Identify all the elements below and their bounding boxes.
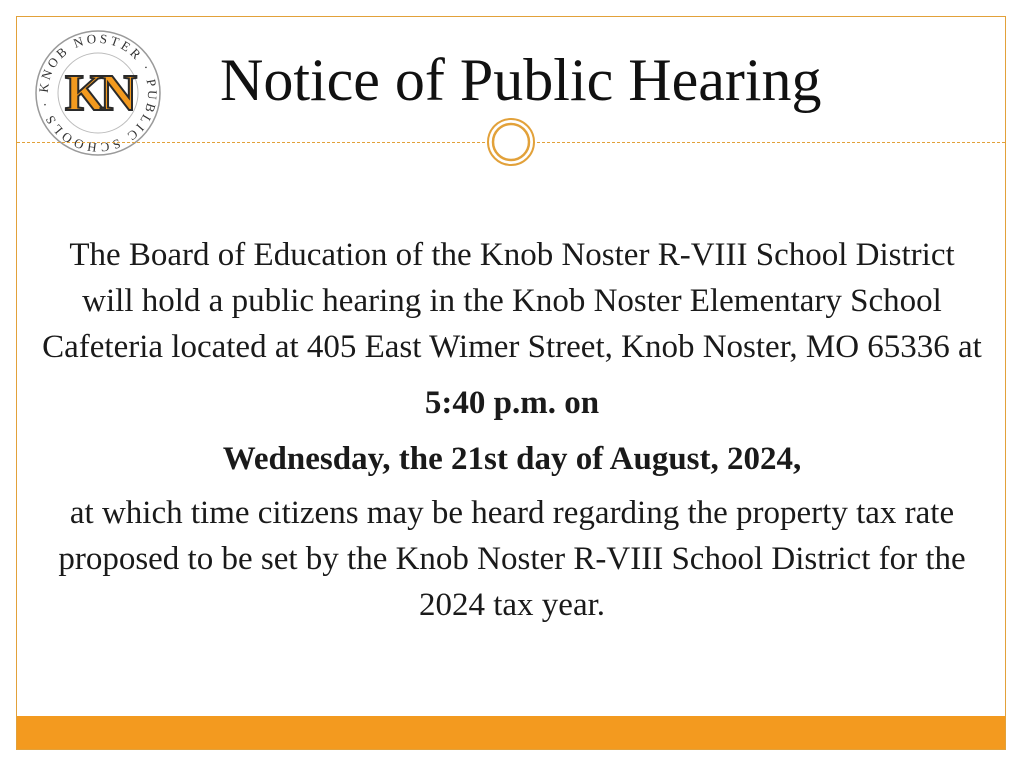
logo-ring-text: KNOB NOSTER · PUBLIC SCHOOLS · xyxy=(35,30,161,156)
page-title: Notice of Public Hearing xyxy=(220,47,822,113)
hearing-date: Wednesday, the 21st day of August, 2024, xyxy=(222,441,802,477)
circle-ornament-icon xyxy=(486,117,536,167)
hearing-time: 5:40 p.m. on xyxy=(424,385,600,421)
logo-monogram: KN xyxy=(65,65,131,122)
notice-body xyxy=(40,232,984,628)
school-logo xyxy=(33,28,163,158)
notice-intro: The Board of Education of the Knob Noster R-VIII School District will hold a public hearing in the Knob Noster Elementary School Cafeteria located at 405 East Wimer Street, Knob Noster, MO 65336 at xyxy=(42,237,982,365)
notice-closing: at which time citizens may be heard regarding the property tax rate proposed to be set by the Knob Noster R-VIII School District for the 2024 tax year. xyxy=(58,495,966,623)
footer-bar xyxy=(17,716,1005,749)
